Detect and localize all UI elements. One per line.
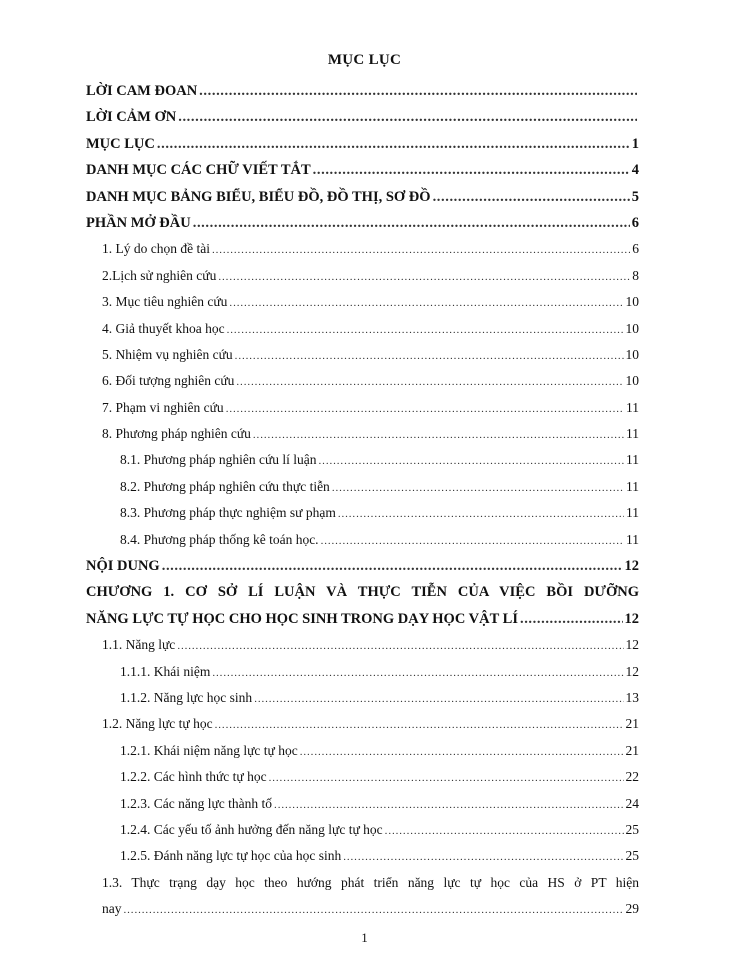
dot-leader: [162, 553, 623, 579]
toc-entry-page: 12: [624, 558, 639, 575]
dot-leader: [269, 764, 624, 791]
toc-entry-title: nay: [102, 901, 122, 917]
dot-leader: [193, 210, 630, 236]
dot-leader: [229, 289, 623, 316]
toc-entry-title: DANH MỤC BẢNG BIỂU, BIỂU ĐỒ, ĐỒ THỊ, SƠ ĐỒ: [86, 188, 431, 205]
toc-entry-page: 21: [625, 716, 639, 732]
toc-entry-page: 21: [625, 742, 639, 758]
dot-leader: [319, 447, 624, 474]
dot-leader: [218, 263, 630, 290]
toc-entry-title: 8.3. Phương pháp thực nghiệm sư phạm: [120, 505, 336, 521]
toc-entry-title: 1.2.4. Các yếu tố ảnh hưởng đến năng lực tự học: [120, 821, 383, 837]
dot-leader: [321, 527, 624, 554]
toc-entry-title: NĂNG LỰC TỰ HỌC CHO HỌC SINH TRONG DẠY HỌC VẬT LÍ: [86, 610, 518, 627]
toc-entry[interactable]: [86, 157, 639, 183]
toc-entry-title: 5. Nhiệm vụ nghiên cứu: [102, 346, 233, 362]
dot-leader: [178, 104, 637, 130]
toc-entry[interactable]: [86, 791, 639, 817]
toc-entry-page: 29: [625, 901, 639, 917]
toc-entry-page: 11: [626, 531, 639, 547]
toc-entry[interactable]: [86, 474, 639, 500]
toc-entry-page: 12: [624, 610, 639, 627]
toc-entry-title: MỤC LỤC: [86, 135, 155, 152]
toc-entry-title: LỜI CAM ĐOAN: [86, 83, 198, 99]
toc-entry-title: 1.2.5. Đánh năng lực tự học của học sinh: [120, 848, 342, 864]
toc-entry-page: 11: [626, 505, 639, 521]
page-title: MỤC LỤC: [327, 52, 402, 68]
toc-entry-title: NỘI DUNG: [86, 558, 160, 575]
toc-entry[interactable]: [86, 342, 639, 368]
dot-leader: [215, 711, 624, 738]
dot-leader: [235, 342, 624, 369]
dot-leader: [385, 817, 624, 844]
toc-entry-page: 11: [626, 478, 639, 494]
toc-entry-title: 1. Lý do chọn đề tài: [102, 241, 210, 257]
toc-entry-page: 6: [632, 241, 639, 257]
toc-entry-title: LỜI CẢM ƠN: [86, 109, 177, 126]
toc-entry-title: 4. Giả thuyết khoa học: [102, 320, 225, 336]
toc-entry-page: 13: [625, 689, 639, 705]
toc-entry-page: 11: [626, 399, 639, 415]
toc-entry-title: 1.2.2. Các hình thức tự học: [120, 769, 267, 785]
dot-leader: [212, 659, 623, 686]
dot-leader: [313, 157, 630, 183]
toc-entry-page: 8: [632, 267, 639, 283]
toc-entry[interactable]: [86, 711, 639, 737]
dot-leader: [124, 896, 624, 923]
dot-leader: [520, 606, 623, 632]
toc-entry-title: 1.1.1. Khái niệm: [120, 663, 211, 679]
toc-entry-page: 10: [625, 294, 639, 310]
dot-leader: [236, 368, 623, 395]
toc-entry-page: 22: [625, 769, 639, 785]
toc-entry[interactable]: [86, 263, 639, 289]
toc-entry[interactable]: [86, 447, 639, 473]
toc-entry-title: 7. Phạm vi nghiên cứu: [102, 399, 224, 415]
toc-entry-page: 25: [625, 848, 639, 864]
toc-entry[interactable]: [86, 527, 639, 553]
toc-entry-title: 1.1.2. Năng lực học sinh: [120, 689, 253, 705]
toc-entry-page: 11: [626, 426, 639, 442]
toc-entry-page: 10: [625, 373, 639, 389]
toc-entry[interactable]: [86, 104, 639, 130]
toc-entry-title: 1.1. Năng lực: [102, 637, 176, 653]
toc-entry-title: DANH MỤC CÁC CHỮ VIẾT TẮT: [86, 162, 311, 179]
toc-entry-title: 1.2.3. Các năng lực thành tố: [120, 795, 273, 811]
toc-entry[interactable]: [86, 236, 639, 262]
toc-entry-title: 8.1. Phương pháp nghiên cứu lí luận: [120, 452, 317, 468]
dot-leader: [433, 184, 630, 210]
dot-leader: [253, 421, 624, 448]
dot-leader: [274, 791, 623, 818]
toc-entry-title: 3. Mục tiêu nghiên cứu: [102, 294, 228, 310]
page-number: 1: [361, 930, 368, 945]
toc-entry[interactable]: [86, 500, 639, 526]
dot-leader: [177, 632, 623, 659]
toc-entry[interactable]: [86, 685, 639, 711]
toc-entry-title: 6. Đối tượng nghiên cứu: [102, 373, 235, 389]
toc-entry[interactable]: [86, 843, 639, 869]
dot-leader: [212, 236, 630, 263]
toc-entry[interactable]: [86, 316, 639, 342]
dot-leader: [227, 316, 624, 343]
toc-entry-title: 2.Lịch sử nghiên cứu: [102, 267, 217, 283]
toc-entry[interactable]: [86, 606, 639, 632]
toc-entry[interactable]: [86, 210, 639, 236]
toc-entry-page: 10: [625, 320, 639, 336]
dot-leader: [332, 474, 624, 501]
toc-entry-title: 1.3. Thực trạng dạy học theo hướng phát triển năng lực tự học của HS ở PT hiện: [102, 874, 639, 890]
toc-entry[interactable]: [86, 395, 639, 421]
toc-entry[interactable]: [86, 870, 639, 896]
toc-entry-page: 25: [625, 821, 639, 837]
dot-leader: [199, 78, 637, 104]
dot-leader: [157, 131, 630, 157]
toc-entry-page: 4: [631, 162, 639, 179]
toc-entry[interactable]: [86, 553, 639, 579]
toc-entry[interactable]: [86, 78, 639, 104]
dot-leader: [254, 685, 623, 712]
toc-entry[interactable]: [86, 289, 639, 315]
dot-leader: [343, 843, 623, 870]
toc-entry-title: 8.4. Phương pháp thống kê toán học.: [120, 531, 319, 547]
toc-entry-page: 24: [625, 795, 639, 811]
toc-entry-page: 10: [625, 346, 639, 362]
toc-entry-page: 5: [631, 188, 639, 205]
toc-entry-title: 1.2.1. Khái niệm năng lực tự học: [120, 742, 298, 758]
toc-entry[interactable]: [86, 764, 639, 790]
toc-entry-title: 8.2. Phương pháp nghiên cứu thực tiễn: [120, 478, 330, 494]
toc-entry[interactable]: [86, 817, 639, 843]
toc-entry-page: 1: [631, 135, 639, 152]
toc-entry[interactable]: [86, 579, 639, 605]
dot-leader: [338, 500, 624, 527]
toc-entry-page: 12: [625, 637, 639, 653]
toc-entry[interactable]: [86, 632, 639, 658]
toc-entry[interactable]: [86, 184, 639, 210]
toc-entry-page: 11: [626, 452, 639, 468]
toc-entry[interactable]: [86, 738, 639, 764]
toc-entry-title: CHƯƠNG 1. CƠ SỞ LÍ LUẬN VÀ THỰC TIỄN CỦA VIỆC BỒI DƯỠNG: [86, 584, 639, 601]
toc-entry[interactable]: [86, 368, 639, 394]
toc-entry[interactable]: [86, 421, 639, 447]
toc-entry-page: 12: [625, 663, 639, 679]
toc-entry[interactable]: [86, 659, 639, 685]
toc-entry-title: 1.2. Năng lực tự học: [102, 716, 213, 732]
dot-leader: [300, 738, 624, 765]
toc-entry[interactable]: [86, 131, 639, 157]
dot-leader: [226, 395, 624, 422]
toc-entry-page: 6: [631, 214, 639, 231]
toc-entry-title: 8. Phương pháp nghiên cứu: [102, 426, 251, 442]
table-of-contents: [86, 78, 639, 923]
toc-entry-title: PHẦN MỞ ĐẦU: [86, 214, 191, 231]
toc-entry[interactable]: [86, 896, 639, 922]
